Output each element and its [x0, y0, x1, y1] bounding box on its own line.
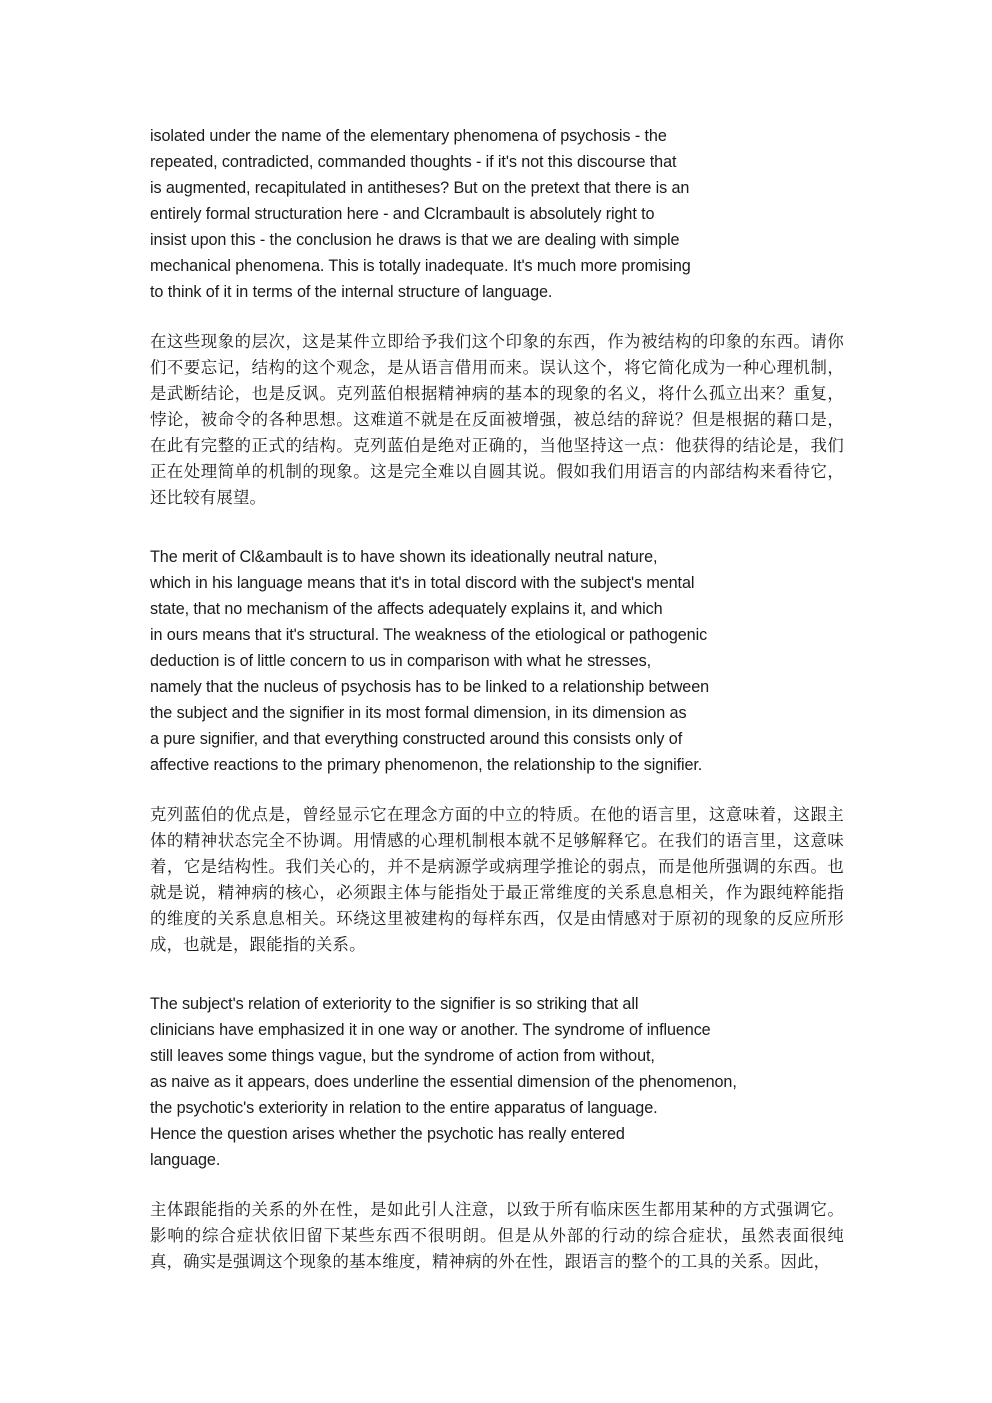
text-line: The subject's relation of exteriority to the signifier is so striking that all [150, 995, 639, 1013]
chinese-paragraph-3: 主体跟能指的关系的外在性，是如此引人注意，以致于所有临床医生都用某种的方式强调它。影响的综合症状依旧留下某些东西不很明朗。但是从外部的行动的综合症状，虽然表面很纯真，确实是强调这个现象的基本维度，精神病的外在性，跟语言的整个的工具的关系。因此， [150, 1200, 844, 1271]
chinese-paragraph-1: 在这些现象的层次，这是某件立即给予我们这个印象的东西，作为被结构的印象的东西。请你们不要忘记，结构的这个观念，是从语言借用而来。误认这个，将它简化成为一种心理机制，是武断结论，也是反讽。克列蓝伯根据精神病的基本的现象的名义，将什么孤立出来？重复，悖论，被命令的各种思想。这难道不就是在反面被增强，被总结的辞说？但是根据的藉口是，在此有完整的正式的结构。克列蓝伯是绝对正确的，当他坚持这一点：他获得的结论是，我们正在处理简单的机制的现象。这是完全难以自圆其说。假如我们用语言的内部结构来看待它，还比较有展望。 [150, 332, 844, 507]
text-line: in ours means that it's structural. The weakness of the etiological or pathogenic [150, 626, 708, 644]
text-line: deduction is of little concern to us in comparison with what he stresses, [150, 652, 652, 670]
text-line: namely that the nucleus of psychosis has to be linked to a relationship between [150, 678, 710, 696]
text-line: entirely formal structuration here - and Clcrambault is absolutely right to [150, 205, 655, 223]
english-paragraph-1 [150, 123, 850, 305]
text-line: isolated under the name of the elementary phenomena of psychosis - the [150, 127, 667, 145]
text-line: the psychotic's exteriority in relation to the entire apparatus of language. [150, 1099, 658, 1117]
paragraph-spacer [150, 958, 850, 991]
text-line: the subject and the signifier in its most formal dimension, in its dimension as [150, 704, 687, 722]
text-line: affective reactions to the primary phenomenon, the relationship to the signifier. [150, 756, 703, 774]
paragraph-spacer [150, 1173, 850, 1197]
paragraph-spacer [150, 305, 850, 329]
text-line: language. [150, 1151, 221, 1169]
text-line: to think of it in terms of the internal structure of language. [150, 283, 553, 301]
text-line: Hence the question arises whether the psychotic has really entered [150, 1125, 625, 1143]
text-line: mechanical phenomena. This is totally inadequate. It's much more promising [150, 257, 691, 275]
text-line: repeated, contradicted, commanded thoughts - if it's not this discourse that [150, 153, 677, 171]
text-line: which in his language means that it's in total discord with the subject's mental [150, 574, 695, 592]
english-paragraph-3 [150, 991, 850, 1173]
text-line: still leaves some things vague, but the syndrome of action from without, [150, 1047, 655, 1065]
text-line: is augmented, recapitulated in antitheses? But on the pretext that there is an [150, 179, 690, 197]
text-line: a pure signifier, and that everything constructed around this consists only of [150, 730, 683, 748]
text-line: The merit of Cl&ambault is to have shown its ideationally neutral nature, [150, 548, 658, 566]
text-line: state, that no mechanism of the affects adequately explains it, and which [150, 600, 663, 618]
english-paragraph-2 [150, 544, 850, 778]
chinese-paragraph-2: 克列蓝伯的优点是，曾经显示它在理念方面的中立的特质。在他的语言里，这意味着，这跟主体的精神状态完全不协调。用情感的心理机制根本就不足够解释它。在我们的语言里，这意味着，它是结构性。我们关心的，并不是病源学或病理学推论的弱点，而是他所强调的东西。也就是说，精神病的核心，必须跟主体与能指处于最正常维度的关系息息相关，作为跟纯粹能指的维度的关系息息相关。环绕这里被建构的每样东西，仅是由情感对于原初的现象的反应所形成，也就是，跟能指的关系。 [150, 805, 844, 954]
text-line: as naive as it appears, does underline the essential dimension of the phenomenon, [150, 1073, 737, 1091]
paragraph-spacer [150, 778, 850, 802]
text-line: insist upon this - the conclusion he draws is that we are dealing with simple [150, 231, 680, 249]
paragraph-spacer [150, 511, 850, 544]
text-line: clinicians have emphasized it in one way or another. The syndrome of influence [150, 1021, 711, 1039]
document-page [150, 123, 850, 1275]
